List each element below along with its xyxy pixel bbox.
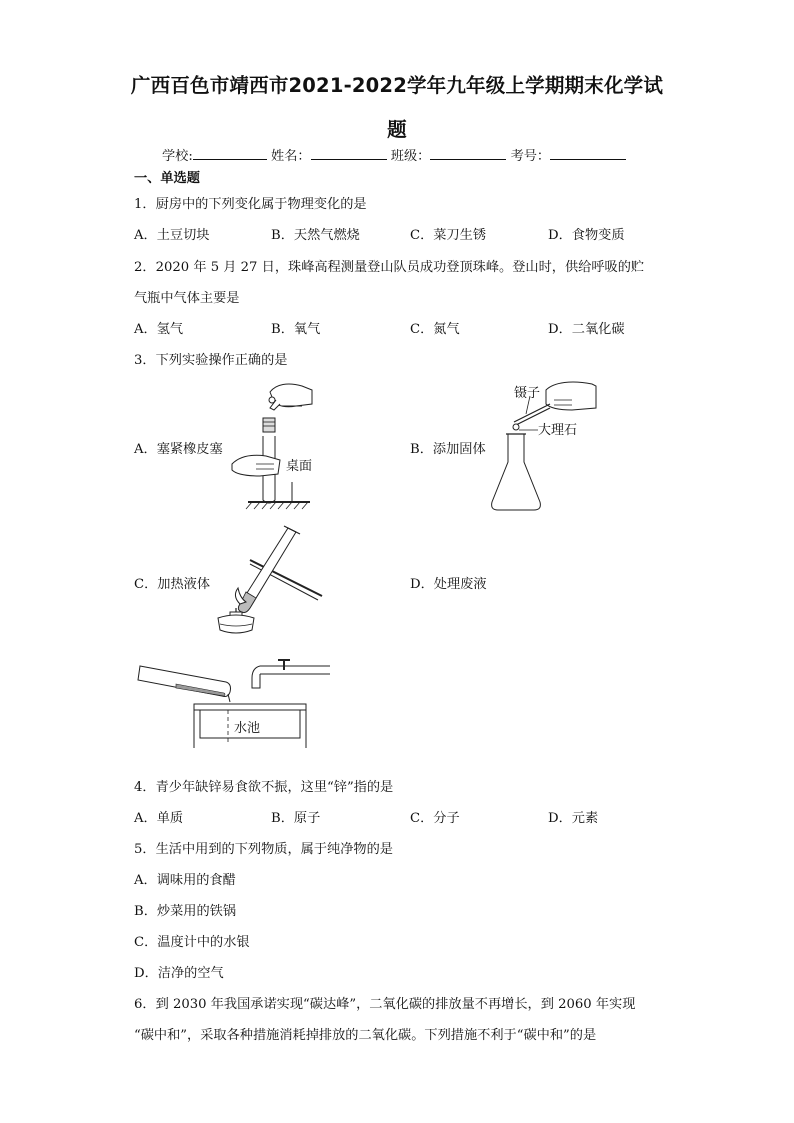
q5-option-d: D．洁净的空气 [134,966,224,981]
desk-label: 桌面 [286,459,313,474]
q5-option-a: A．调味用的食醋 [134,873,236,888]
sink-label: 水池 [234,721,261,736]
question-5-stem: 5．生活中用到的下列物质，属于纯净物的是 [134,842,393,857]
q3-option-a: A．塞紧橡皮塞 [134,442,223,457]
question-2-stem-line-1: 2．2020 年 5 月 27 日，珠峰高程测量登山队员成功登顶珠峰。登山时，供给呼吸的贮 [134,260,645,275]
q2-option-b: B．氧气 [271,322,321,337]
name-blank[interactable] [311,147,387,160]
q4-option-b: B．原子 [271,811,321,826]
q4-option-d: D．元素 [548,811,599,826]
question-4-stem: 4．青少年缺锌易食欲不振，这里“锌”指的是 [134,780,394,795]
page-title-line-2: 题 [387,118,407,141]
q4-option-c: C．分子 [410,811,460,826]
q4-option-a: A．单质 [134,811,184,826]
exam-number-label: 考号： [510,149,551,164]
question-3-stem: 3．下列实验操作正确的是 [134,353,288,368]
figure-heat-liquid [210,524,328,638]
q1-option-d: D．食物变质 [548,228,625,243]
q1-option-c: C．菜刀生锈 [410,228,487,243]
q2-option-a: A．氢气 [134,322,184,337]
section-heading: 一、单选题 [134,171,200,186]
page-title-line-1: 广西百色市靖西市2021-2022学年九年级上学期期末化学试 [130,74,664,97]
figure-insert-stopper [226,378,326,510]
class-blank[interactable] [430,147,506,160]
school-blank[interactable] [193,147,267,160]
figure-dispose-waste [136,656,336,752]
q3-option-c: C．加热液体 [134,577,211,592]
class-label: 班级： [390,149,431,164]
q1-option-a: A．土豆切块 [134,228,210,243]
school-label: 学校: [162,149,193,164]
q5-option-b: B．炒菜用的铁锅 [134,904,237,919]
question-6-stem-line-2: “碳中和”，采取各种措施消耗掉排放的二氧化碳。下列措施不利于“碳中和”的是 [134,1028,597,1043]
q1-option-b: B．天然气燃烧 [271,228,360,243]
q3-option-d: D．处理废液 [410,577,487,592]
figure-add-solid [488,378,600,514]
q2-option-c: C．氮气 [410,322,460,337]
q5-option-c: C．温度计中的水银 [134,935,250,950]
question-2-stem-line-2: 气瓶中气体主要是 [134,291,240,306]
marble-label: 大理石 [538,423,578,438]
name-label: 姓名： [271,149,311,164]
exam-number-blank[interactable] [550,147,626,160]
question-6-stem-line-1: 6．到 2030 年我国承诺实现“碳达峰”，二氧化碳的排放量不再增长，到 2060 年实现 [134,997,636,1012]
question-1-stem: 1．厨房中的下列变化属于物理变化的是 [134,197,367,212]
q2-option-d: D．二氧化碳 [548,322,625,337]
q3-option-b: B．添加固体 [410,442,486,457]
student-info-row [162,145,626,164]
tweezers-label: 镊子 [514,386,541,401]
